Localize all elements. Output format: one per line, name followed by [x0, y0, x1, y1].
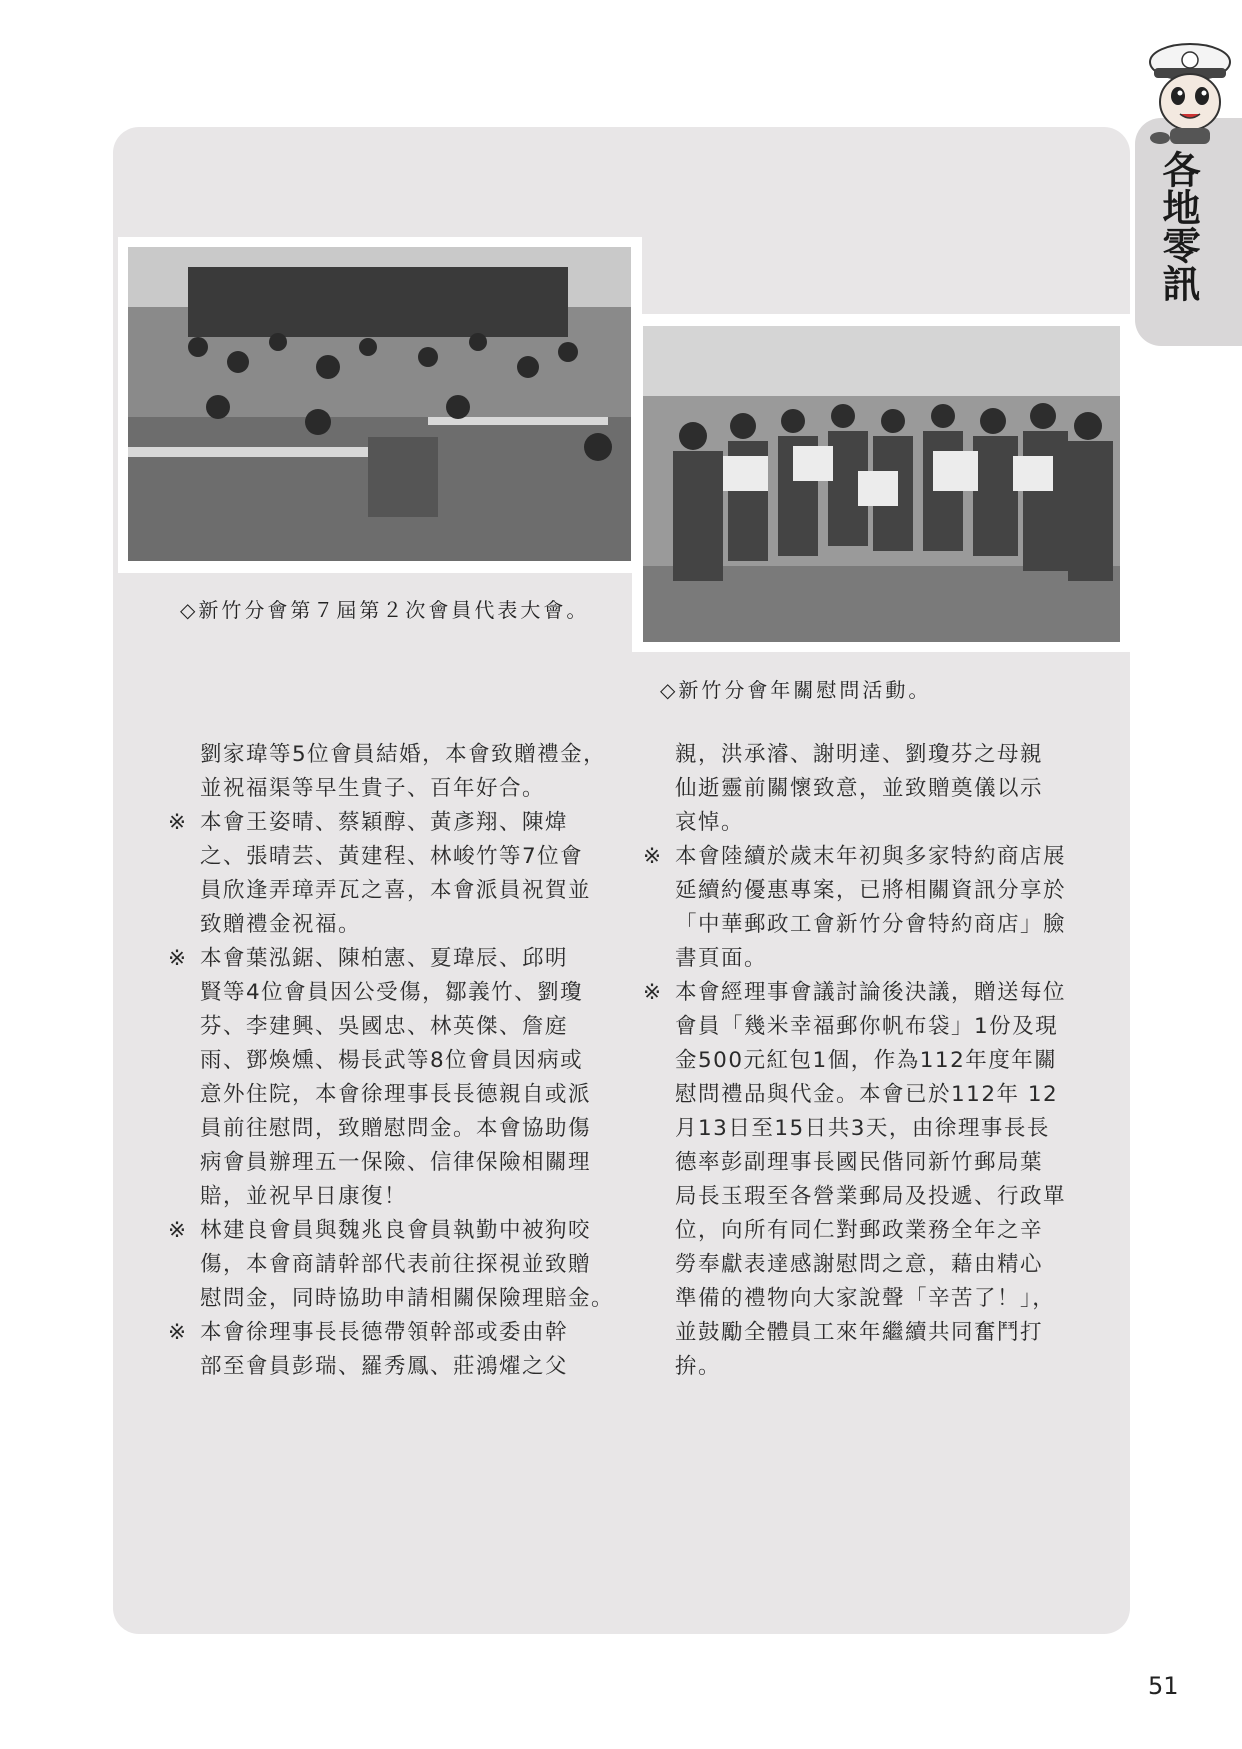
text-line: 賢等4位會員因公受傷，鄒義竹、劉瓊 — [200, 980, 584, 1005]
text-line: 意外住院，本會徐理事長長德親自或派 — [200, 1082, 592, 1107]
left-column — [168, 738, 628, 1384]
text-line: 雨、鄧煥燻、楊長武等8位會員因病或 — [200, 1048, 584, 1073]
section-title: 各地零訊 — [1156, 150, 1201, 302]
bullet-item-start — [168, 1214, 628, 1248]
text-line: 會員「幾米幸福郵你帆布袋」1份及現 — [675, 1014, 1059, 1039]
text-line: 局長玉瑕至各營業郵局及投遞、行政單 — [675, 1184, 1067, 1209]
mascot-logo — [1140, 40, 1240, 148]
right-column — [643, 738, 1103, 1384]
reference-mark-icon: ※ — [168, 1218, 188, 1243]
text-line: 位，向所有同仁對郵政業務全年之辛 — [675, 1218, 1044, 1243]
text-line: 本會王姿晴、蔡穎醇、黃彥翔、陳煒 — [200, 810, 569, 835]
text-line: 德率彭副理事長國民偕同新竹郵局葉 — [675, 1150, 1044, 1175]
text-line: 拚。 — [675, 1354, 722, 1379]
text-line: 書頁面。 — [675, 946, 768, 971]
bullet-item-start — [168, 806, 628, 840]
bullet-item-start — [168, 1316, 628, 1350]
text-line: 並祝福渠等早生貴子、百年好合。 — [200, 776, 546, 801]
text-line: 部至會員彭瑞、羅秀鳳、莊鴻燿之父 — [200, 1354, 569, 1379]
text-line: 準備的禮物向大家說聲「辛苦了！」， — [675, 1286, 1056, 1311]
text-line: 芬、李建興、吳國忠、林英傑、詹庭 — [200, 1014, 569, 1039]
bullet-item-start — [643, 976, 1103, 1010]
text-line: 慰問禮品與代金。本會已於112年 12 — [675, 1082, 1059, 1107]
reference-mark-icon: ※ — [168, 1320, 188, 1345]
text-line: 金500元紅包1個，作為112年度年關 — [675, 1048, 1058, 1073]
text-line: 哀悼。 — [675, 810, 745, 835]
text-line: 「中華郵政工會新竹分會特約商店」臉 — [675, 912, 1067, 937]
text-line: 員欣逢弄璋弄瓦之喜，本會派員祝賀並 — [200, 878, 592, 903]
photo-caption-2: ◇新竹分會年關慰問活動。 — [660, 678, 932, 702]
text-line: 慰問金，同時協助申請相關保險理賠金。 — [200, 1286, 615, 1311]
meeting-hall-photo — [128, 247, 631, 561]
reference-mark-icon: ※ — [643, 844, 663, 869]
text-line: 本會陸續於歲末年初與多家特約商店展 — [675, 844, 1067, 869]
reference-mark-icon: ※ — [643, 980, 663, 1005]
reference-mark-icon: ※ — [168, 946, 188, 971]
text-line: 林建良會員與魏兆良會員執勤中被狗咬 — [200, 1218, 592, 1243]
text-line: 月13日至15日共3天，由徐理事長長 — [675, 1116, 1050, 1141]
text-line: 延續約優惠專案，已將相關資訊分享於 — [675, 878, 1067, 903]
text-line: 之、張晴芸、黃建程、林峻竹等7位會 — [200, 844, 584, 869]
text-line: 傷，本會商請幹部代表前往探視並致贈 — [200, 1252, 592, 1277]
page-number: 51 — [1148, 1672, 1179, 1700]
text-line: 本會經理事會議討論後決議，贈送每位 — [675, 980, 1067, 1005]
text-line: 員前往慰問，致贈慰問金。本會協助傷 — [200, 1116, 592, 1141]
text-line: 致贈禮金祝福。 — [200, 912, 362, 937]
text-line: 賠，並祝早日康復！ — [200, 1184, 408, 1209]
text-line: 劉家瑋等5位會員結婚，本會致贈禮金， — [200, 742, 607, 767]
text-line: 本會葉泓鋸、陳柏憲、夏瑋辰、邱明 — [200, 946, 569, 971]
bullet-item-start — [643, 840, 1103, 874]
text-line: 並鼓勵全體員工來年繼續共同奮鬥打 — [675, 1320, 1044, 1345]
text-line: 親，洪承濬、謝明達、劉瓊芬之母親 — [675, 742, 1044, 767]
text-line: 仙逝靈前關懷致意，並致贈奠儀以示 — [675, 776, 1044, 801]
text-line: 病會員辦理五一保險、信律保險相關理 — [200, 1150, 592, 1175]
text-line: 勞奉獻表達感謝慰問之意，藉由精心 — [675, 1252, 1044, 1277]
text-line: 本會徐理事長長德帶領幹部或委由幹 — [200, 1320, 569, 1345]
reference-mark-icon: ※ — [168, 810, 188, 835]
photo-caption-1: ◇新竹分會第７屆第２次會員代表大會。 — [180, 598, 590, 622]
bullet-item-start — [168, 942, 628, 976]
group-gift-photo — [643, 326, 1120, 642]
